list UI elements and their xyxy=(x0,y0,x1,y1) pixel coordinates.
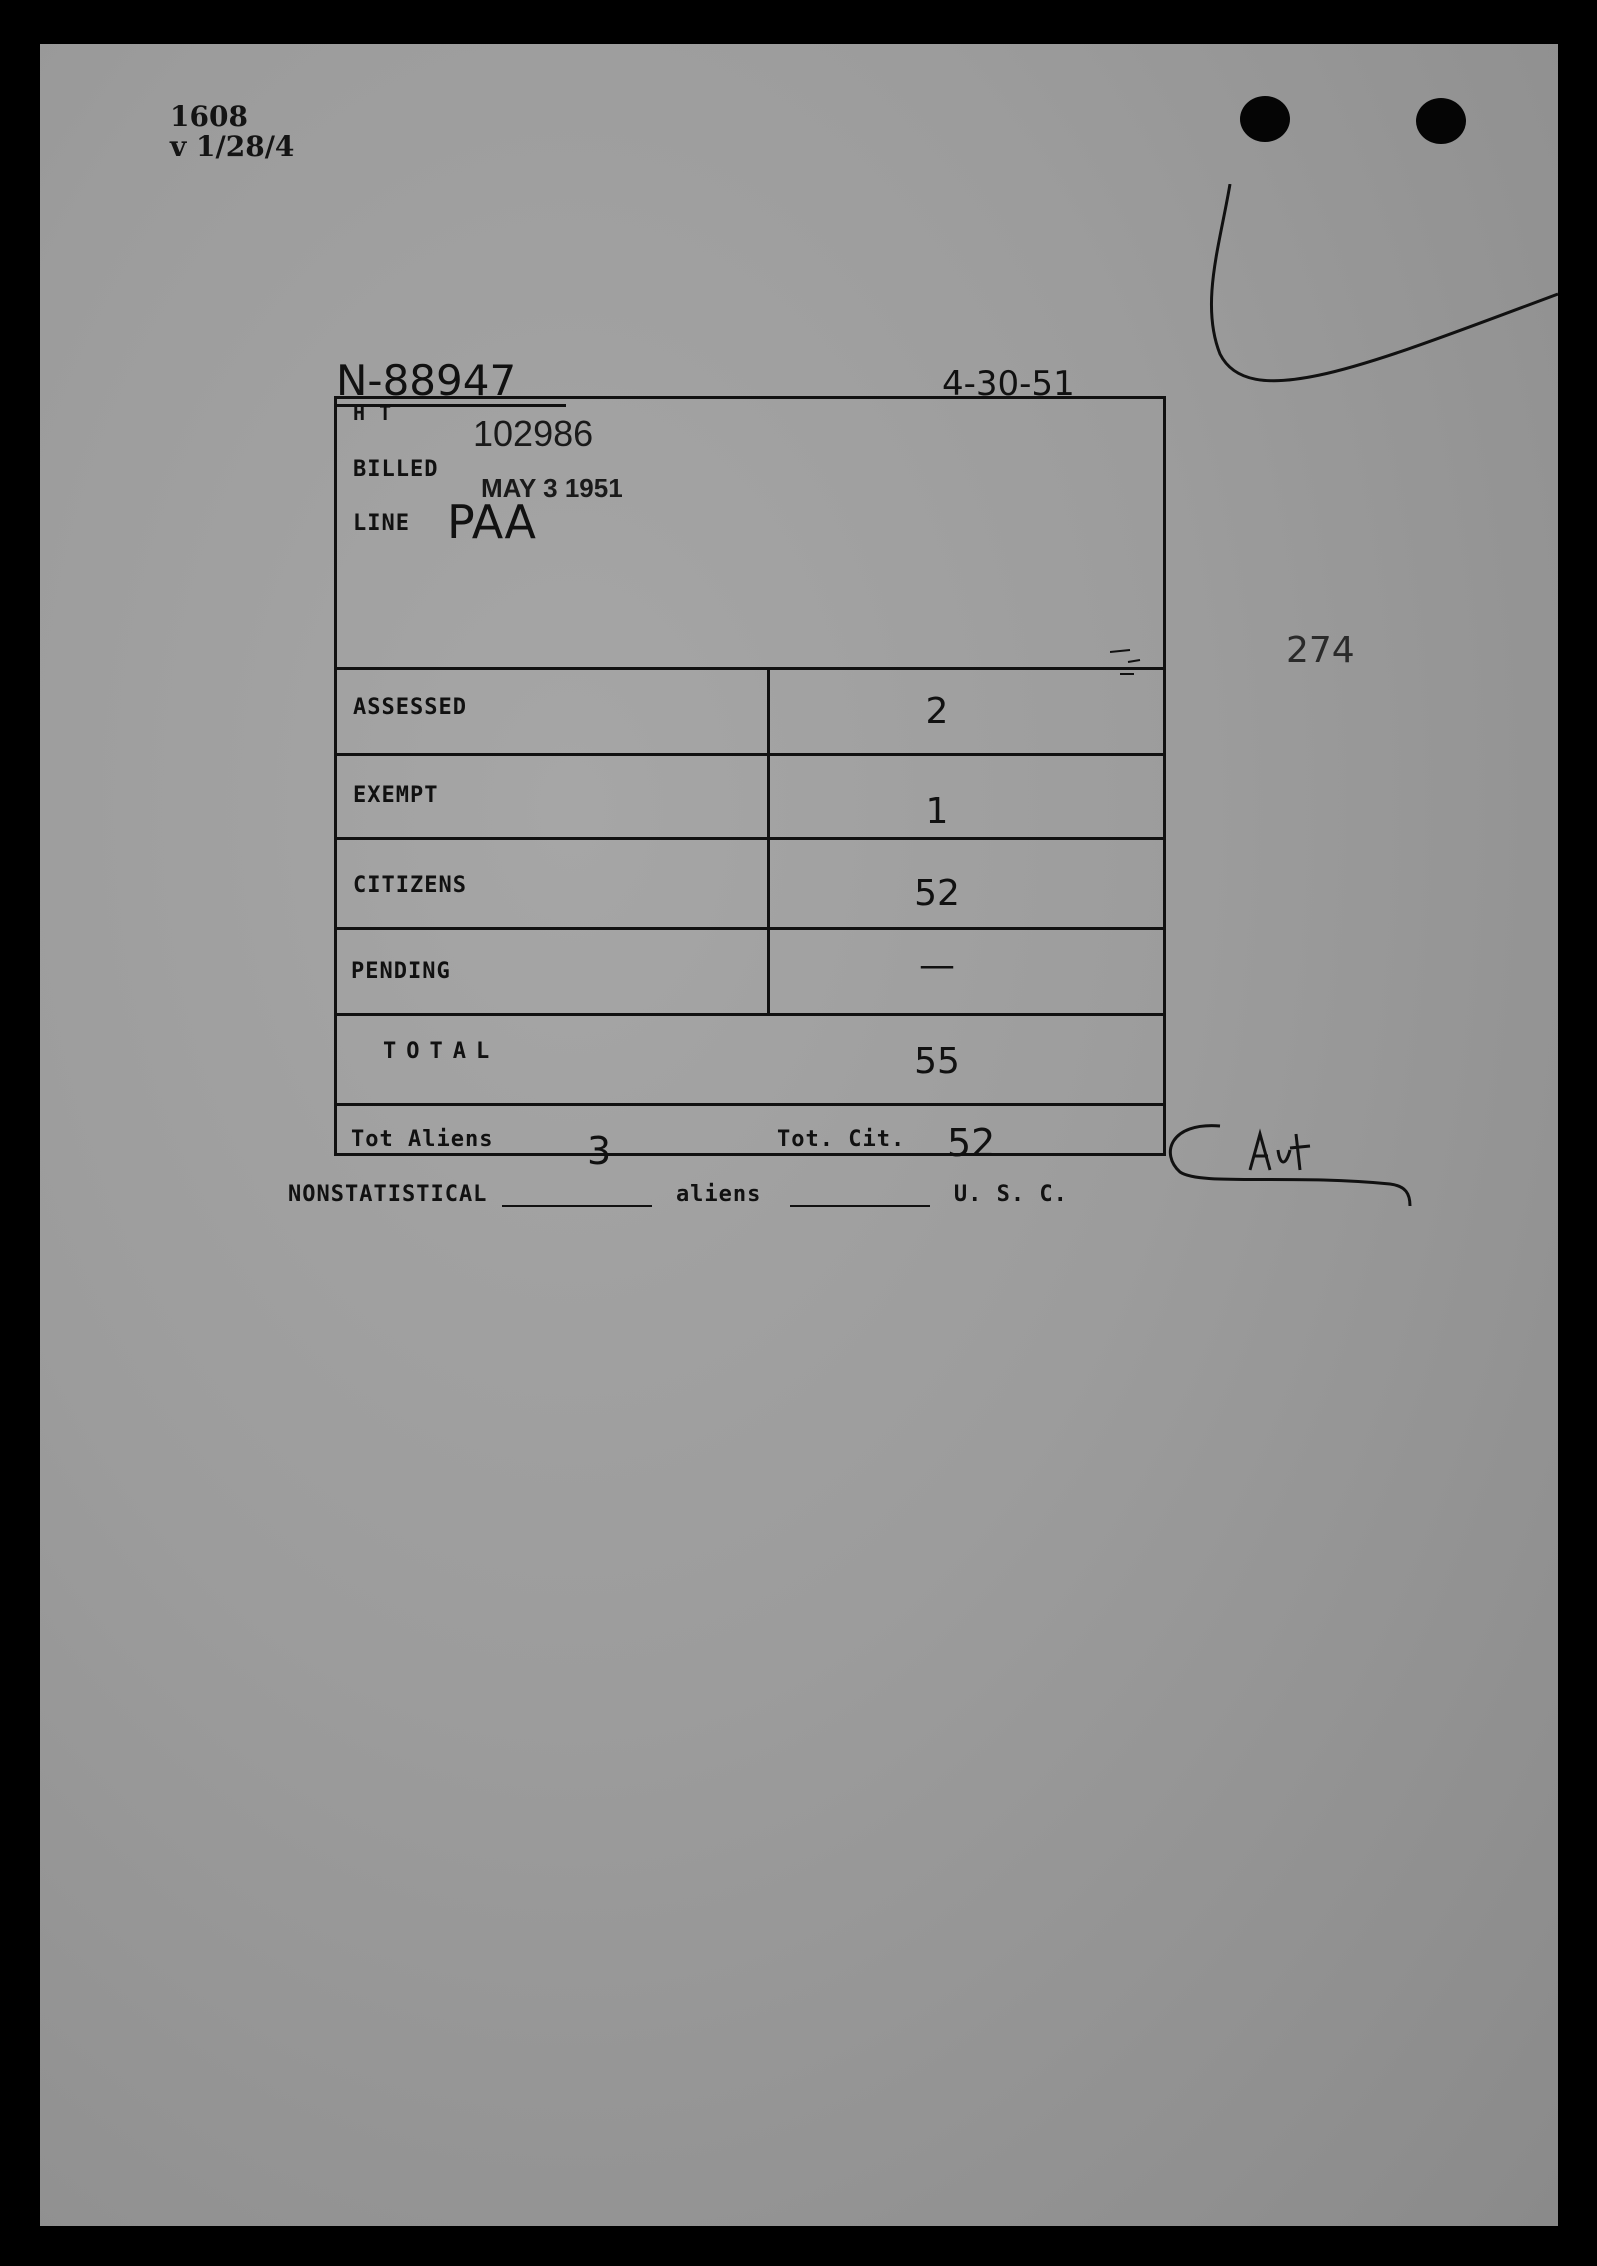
billed-date: MAY 3 1951 xyxy=(481,473,623,503)
exempt-label: EXEMPT xyxy=(353,783,439,808)
exempt-value: 1 xyxy=(925,791,949,832)
form-code: 1608 v 1/28/4 xyxy=(170,100,295,163)
tot-aliens-label: Tot Aliens xyxy=(351,1127,494,1152)
pending-value: — xyxy=(919,945,955,986)
initials-signature xyxy=(1110,1114,1420,1224)
document-page xyxy=(40,44,1558,2226)
tot-aliens-value: 3 xyxy=(587,1129,612,1173)
tot-cit-label: Tot. Cit. xyxy=(777,1127,906,1152)
ht-number: 102986 xyxy=(473,413,594,454)
pending-label: PENDING xyxy=(351,959,451,984)
citizens-value: 52 xyxy=(914,873,960,914)
statistics-form xyxy=(334,396,1166,1173)
tot-cit-value: 52 xyxy=(947,1121,996,1165)
entry-date: 4-30-51 xyxy=(942,364,1075,404)
pen-stroke xyxy=(1190,184,1558,444)
citizens-label: CITIZENS xyxy=(353,873,467,898)
margin-tick-marks xyxy=(1110,642,1160,682)
punch-hole xyxy=(1240,96,1290,142)
punch-hole xyxy=(1416,98,1466,144)
ht-label: H T xyxy=(353,401,393,425)
total-value: 55 xyxy=(914,1041,960,1082)
line-label: LINE xyxy=(353,511,410,536)
total-label: TOTAL xyxy=(383,1039,500,1064)
nonstatistical-line: NONSTATISTICAL aliens U. S. C. xyxy=(288,1182,1068,1207)
file-number: N-88947 xyxy=(336,356,517,405)
assessed-value: 2 xyxy=(925,691,949,732)
line-value: PAA xyxy=(447,495,537,549)
billed-label: BILLED xyxy=(353,457,439,482)
margin-number: 274 xyxy=(1286,630,1355,671)
assessed-label: ASSESSED xyxy=(353,695,467,720)
